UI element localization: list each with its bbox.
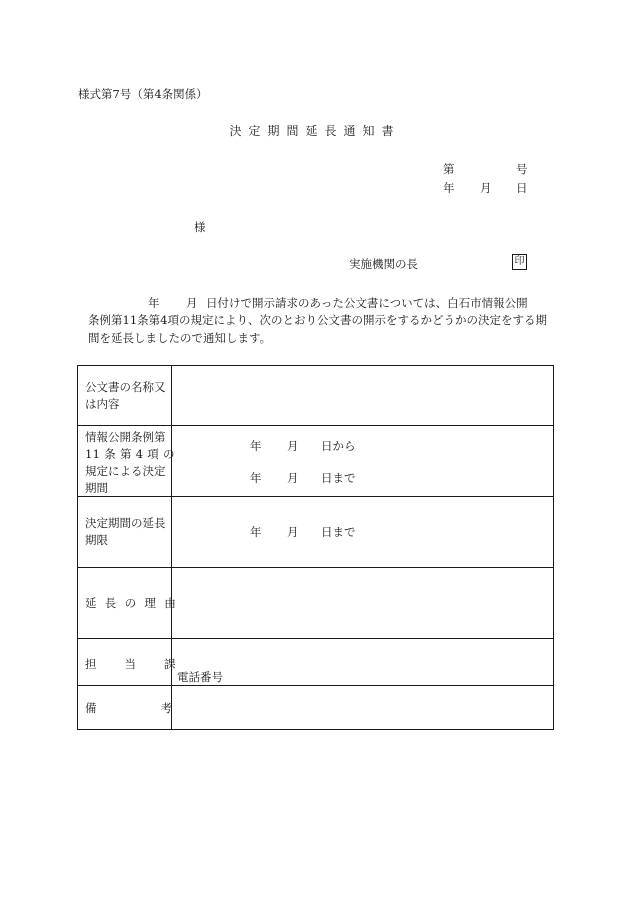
form-number-label: 様式第7号（第4条関係） <box>78 87 208 101</box>
issue-date-day: 日 <box>516 181 528 195</box>
deadline-year: 年 <box>250 525 262 539</box>
row-label-decision-period <box>85 429 175 497</box>
period-to-year: 年 <box>250 471 262 485</box>
body-line-3: 間を延長しましたので通知します。 <box>88 331 272 345</box>
table-row-department <box>78 638 553 685</box>
body-line-2: 条例第11条第4項の規定により、次のとおり公文書の開示をするかどうかの決定をする期 <box>88 313 547 327</box>
table-row-document-name <box>78 366 553 425</box>
phone-number-label: 電話番号 <box>177 670 223 684</box>
label-line: は内容 <box>85 397 120 411</box>
period-to-day: 日まで <box>321 471 356 485</box>
label-line: 情報公開条例第 <box>85 430 166 444</box>
addressee-honorific: 様 <box>194 220 206 234</box>
seal-stamp-box: 印 <box>512 254 527 270</box>
row-label-remarks: 備考 <box>85 701 236 715</box>
row-label-department: 担当課 <box>85 657 204 671</box>
label-line: 11 条 第 4 項 の <box>85 447 175 461</box>
issue-date-year: 年 <box>443 181 455 195</box>
deadline-month: 月 <box>287 525 299 539</box>
column-divider <box>171 366 172 425</box>
period-from-day: 日から <box>321 439 356 453</box>
table-row-decision-period <box>78 425 553 496</box>
extension-details-table <box>77 365 554 730</box>
column-divider <box>171 497 172 567</box>
label-line: 期間 <box>85 481 108 495</box>
table-row-extension-reason <box>78 567 553 638</box>
label-line: 公文書の名称又 <box>85 380 166 394</box>
row-label-extension-reason: 延長の理由 <box>85 596 184 610</box>
table-row-remarks <box>78 685 553 730</box>
deadline-day: 日まで <box>321 525 356 539</box>
request-date-month: 月 <box>186 296 198 310</box>
issue-date-month: 月 <box>480 181 492 195</box>
label-line: 規定による決定 <box>85 464 166 478</box>
table-row-extension-deadline <box>78 496 553 567</box>
label-line: 期限 <box>85 533 108 547</box>
document-title: 決定期間延長通知書 <box>229 124 401 138</box>
issuer-title: 実施機関の長 <box>349 257 418 271</box>
period-from-year: 年 <box>250 439 262 453</box>
row-label-extension-deadline <box>85 515 166 549</box>
label-line: 決定期間の延長 <box>85 516 166 530</box>
document-number-prefix: 第 <box>443 162 455 176</box>
request-date-year: 年 <box>148 296 160 310</box>
request-date-rest: 日付けで開示請求のあった公文書については、白石市情報公開 <box>206 296 528 310</box>
period-from-month: 月 <box>287 439 299 453</box>
row-label-document-name <box>85 379 166 413</box>
period-to-month: 月 <box>287 471 299 485</box>
document-number-suffix: 号 <box>516 162 528 176</box>
